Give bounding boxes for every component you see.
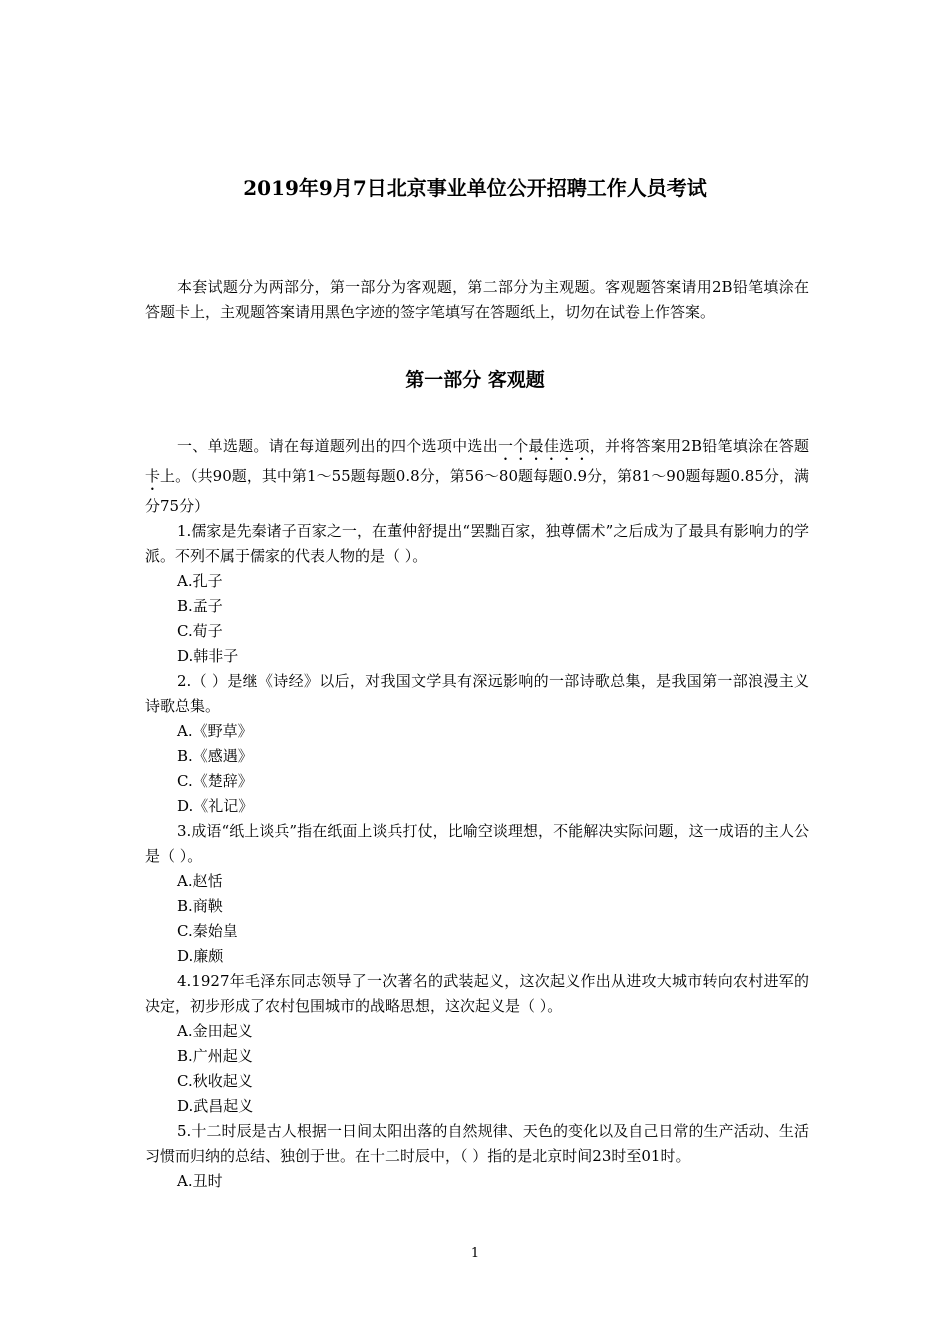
option-a: A.《野草》 xyxy=(177,722,253,740)
page-number: 1 xyxy=(470,1246,480,1261)
instructions-mid: ，并将答案用2B铅笔填涂在答题 xyxy=(589,437,809,455)
instructions xyxy=(145,434,809,519)
intro-paragraph: 本套试题分为两部分，第一部分为客观题，第二部分为主观题。客观题答案请用2B铅笔填涂在答题卡上，主观题答案请用黑色字迹的签字笔填写在答题纸上，切勿在试卷上作答案。 xyxy=(145,278,809,321)
option-a: A.孔子 xyxy=(177,572,223,590)
instructions-emphasis-2: 卡 xyxy=(145,467,161,485)
question-5 xyxy=(145,1119,809,1194)
option-b: B.广州起义 xyxy=(177,1047,253,1065)
question-body xyxy=(145,434,809,1194)
option-b: B.孟子 xyxy=(177,597,223,615)
option-c: C.荀子 xyxy=(177,622,223,640)
section-title: 第一部分 客观题 xyxy=(405,369,545,391)
question-stem: 1.儒家是先秦诸子百家之一，在董仲舒提出“罢黜百家，独尊儒术”之后成为了最具有影响力的学派。不列不属于儒家的代表人物的是（ ）。 xyxy=(145,522,809,565)
option-d: D.武昌起义 xyxy=(177,1097,254,1115)
question-stem: 4.1927年毛泽东同志领导了一次著名的武装起义，这次起义作出从进攻大城市转向农村进军的决定，初步形成了农村包围城市的战略思想，这次起义是（ ）。 xyxy=(145,972,809,1015)
option-a: A.金田起义 xyxy=(177,1022,253,1040)
instructions-emphasis-1: 一个最佳选项 xyxy=(497,437,590,455)
option-c: C.秦始皇 xyxy=(177,922,238,940)
option-a: A.丑时 xyxy=(177,1172,223,1190)
instructions-after: 上。（共90题，其中第1～55题每题0.8分，第56～80题每题0.9分，第81～90题每题0.85分，满分75分） xyxy=(145,467,809,515)
option-d: D.韩非子 xyxy=(177,647,239,665)
question-2 xyxy=(145,669,809,819)
instructions-before: 一、单选题。请在每道题列出的四个选项中选出 xyxy=(177,437,498,455)
question-stem: 3.成语“纸上谈兵”指在纸面上谈兵打仗，比喻空谈理想，不能解决实际问题，这一成语的主人公是（ ）。 xyxy=(145,822,809,865)
question-stem: 2.（ ）是继《诗经》以后，对我国文学具有深远影响的一部诗歌总集，是我国第一部浪漫主义诗歌总集。 xyxy=(145,672,809,715)
option-d: D.《礼记》 xyxy=(177,797,254,815)
option-d: D.廉颇 xyxy=(177,947,224,965)
question-3 xyxy=(145,819,809,969)
question-1 xyxy=(145,519,809,669)
question-4 xyxy=(145,969,809,1119)
option-c: C.秋收起义 xyxy=(177,1072,253,1090)
option-b: B.《感遇》 xyxy=(177,747,253,765)
page-title: 2019年9月7日北京事业单位公开招聘工作人员考试 xyxy=(243,176,707,200)
option-a: A.赵恬 xyxy=(177,872,223,890)
option-b: B.商鞅 xyxy=(177,897,223,915)
question-stem: 5.十二时辰是古人根据一日间太阳出落的自然规律、天色的变化以及自己日常的生产活动、生活习惯而归纳的总结、独创于世。在十二时辰中，（ ）指的是北京时间23时至01时。 xyxy=(145,1122,809,1165)
option-c: C.《楚辞》 xyxy=(177,772,253,790)
